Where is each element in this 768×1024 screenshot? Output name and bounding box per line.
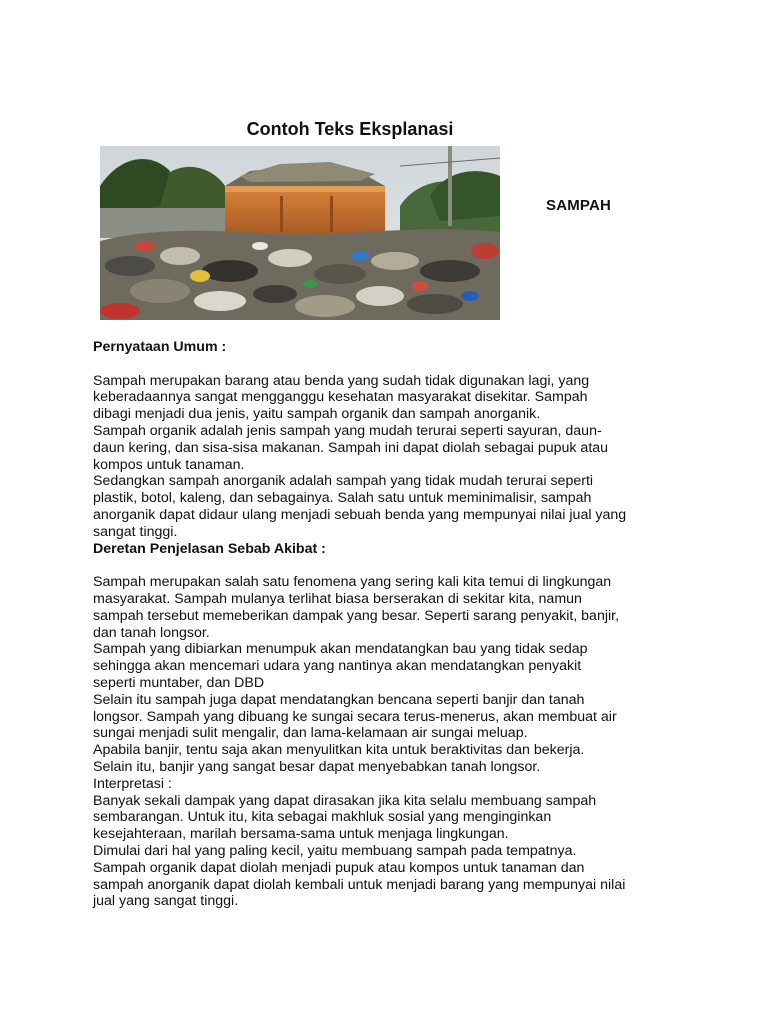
blank-line — [93, 557, 693, 574]
paragraph-line: seperti muntaber, dan DBD — [93, 674, 265, 691]
side-title: SAMPAH — [546, 197, 612, 214]
paragraph-line: jual yang sangat tinggi. — [93, 893, 239, 910]
paragraph-line: Dimulai dari hal yang paling kecil, yaitu membuang sampah pada tempatnya. — [93, 842, 577, 859]
blank-line — [93, 356, 693, 373]
paragraph-line: sembarangan. Untuk itu, kita sebagai makhluk sosial yang menginginkan — [93, 809, 552, 826]
paragraph-line: Banyak sekali dampak yang dapat dirasakan jika kita selalu membuang sampah — [93, 792, 597, 809]
paragraph-line: sehingga akan mencemari udara yang nantinya akan mendatangkan penyakit — [93, 658, 582, 675]
paragraph-line: daun kering, dan sisa-sisa makanan. Sampah ini dapat diolah sebagai pupuk atau — [93, 439, 609, 456]
paragraph-line: Sampah organik dapat diolah menjadi pupuk atau kompos untuk tanaman dan — [93, 859, 585, 876]
paragraph-line: Apabila banjir, tentu saja akan menyulitkan kita untuk beraktivitas dan bekerja. — [93, 742, 585, 759]
body-text — [93, 339, 693, 910]
paragraph-line: keberadaannya sangat mengganggu kesehatan masyarakat disekitar. Sampah — [93, 389, 588, 406]
paragraph-line: longsor. Sampah yang dibuang ke sungai secara terus-menerus, akan membuat air — [93, 708, 617, 725]
paragraph-line: kompos untuk tanaman. — [93, 456, 245, 473]
paragraph-line: masyarakat. Sampah mulanya terlihat biasa berserakan di sekitar kita, namun — [93, 590, 582, 607]
paragraph-line: Sampah yang dibiarkan menumpuk akan mendatangkan bau yang tidak sedap — [93, 641, 588, 658]
section-heading: Deretan Penjelasan Sebab Akibat : — [93, 540, 326, 557]
paragraph-line: Sampah merupakan barang atau benda yang sudah tidak digunakan lagi, yang — [93, 372, 590, 389]
document-title: Contoh Teks Eksplanasi — [246, 119, 454, 139]
paragraph-line: anorganik dapat didaur ulang menjadi sebuah benda yang mempunyai nilai jual yang — [93, 506, 627, 523]
paragraph-line: Interpretasi : — [93, 775, 172, 792]
garbage-photo — [100, 146, 500, 320]
paragraph-line: kesejahteraan, marilah bersama-sama untuk menjaga lingkungan. — [93, 826, 509, 843]
paragraph-line: dan tanah longsor. — [93, 624, 210, 641]
paragraph-line: Sedangkan sampah anorganik adalah sampah yang tidak mudah terurai seperti — [93, 473, 594, 490]
paragraph-line: sangat tinggi. — [93, 523, 178, 540]
paragraph-line: Sampah merupakan salah satu fenomena yang sering kali kita temui di lingkungan — [93, 574, 612, 591]
paragraph-line: sampah tersebut memeberikan dampak yang besar. Seperti sarang penyakit, banjir, — [93, 607, 620, 624]
section-heading: Pernyataan Umum : — [93, 339, 227, 355]
paragraph-line: plastik, botol, kaleng, dan sebagainya. Salah satu untuk meminimalisir, sampah — [93, 490, 592, 507]
paragraph-line: sungai menjadi sulit mengalir, dan lama-kelamaan air sungai meluap. — [93, 725, 528, 742]
paragraph-line: Selain itu, banjir yang sangat besar dapat menyebabkan tanah longsor. — [93, 758, 541, 775]
paragraph-line: Selain itu sampah juga dapat mendatangkan bencana seperti banjir dan tanah — [93, 691, 585, 708]
paragraph-line: dibagi menjadi dua jenis, yaitu sampah organik dan sampah anorganik. — [93, 406, 541, 423]
paragraph-line: sampah anorganik dapat diolah kembali untuk menjadi barang yang mempunyai nilai — [93, 876, 626, 893]
paragraph-line: Sampah organik adalah jenis sampah yang mudah terurai seperti sayuran, daun- — [93, 422, 602, 439]
